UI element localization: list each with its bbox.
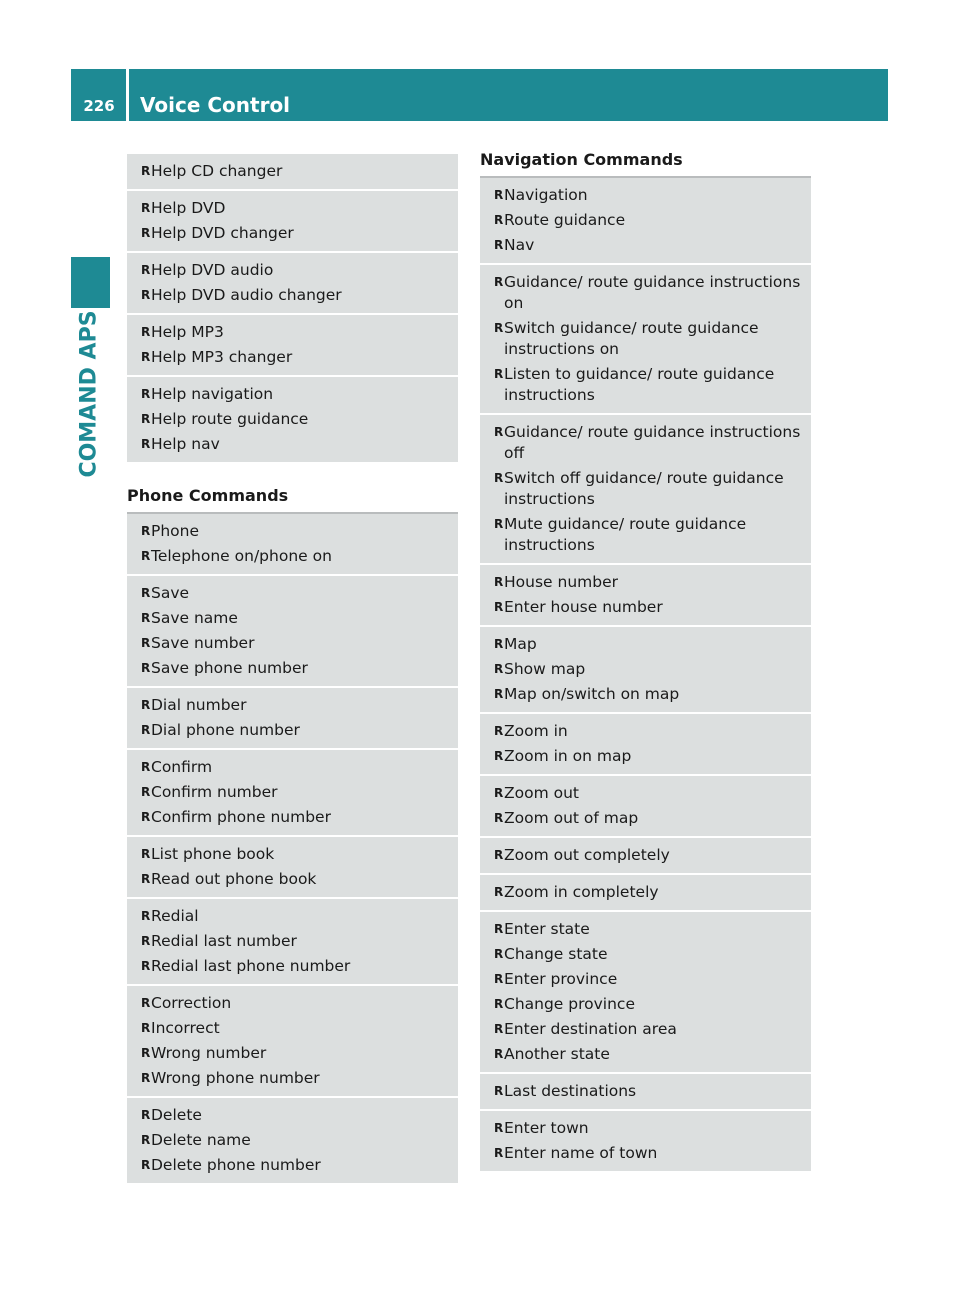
phone-commands-list xyxy=(127,514,458,1185)
command-item: R Help route guidance xyxy=(141,409,450,430)
command-item: R Enter town xyxy=(494,1118,803,1139)
command-item: R Delete name xyxy=(141,1130,450,1151)
command-item: R Zoom in completely xyxy=(494,882,803,903)
command-group xyxy=(480,627,811,714)
command-group xyxy=(127,688,458,750)
command-item: R Enter name of town xyxy=(494,1143,803,1164)
command-item: R Change state xyxy=(494,944,803,965)
command-group xyxy=(480,265,811,415)
command-group xyxy=(480,1111,811,1173)
command-item: R Redial last phone number xyxy=(141,956,450,977)
right-column xyxy=(480,150,811,1173)
command-item: R Help DVD xyxy=(141,198,450,219)
command-item: R Zoom out xyxy=(494,783,803,804)
command-item: R Wrong number xyxy=(141,1043,450,1064)
command-group xyxy=(127,576,458,688)
command-item: R Delete xyxy=(141,1105,450,1126)
command-item: R Help DVD audio changer xyxy=(141,285,450,306)
left-column xyxy=(127,154,458,1185)
command-item: R Save xyxy=(141,583,450,604)
command-item: R Confirm number xyxy=(141,782,450,803)
command-item: R Switch guidance/ route guidance instructions on xyxy=(494,318,803,360)
command-group xyxy=(480,178,811,265)
command-group xyxy=(480,838,811,875)
side-tab-label: COMAND APS xyxy=(76,310,102,478)
command-item: R Confirm phone number xyxy=(141,807,450,828)
command-item: R Help MP3 changer xyxy=(141,347,450,368)
command-item: R Phone xyxy=(141,521,450,542)
command-item: R Listen to guidance/ route guidance instructions xyxy=(494,364,803,406)
command-item: R Show map xyxy=(494,659,803,680)
command-item: R Map xyxy=(494,634,803,655)
command-item: R Enter province xyxy=(494,969,803,990)
command-group xyxy=(127,837,458,899)
command-item: R Zoom out completely xyxy=(494,845,803,866)
command-item: R Navigation xyxy=(494,185,803,206)
command-item: R Incorrect xyxy=(141,1018,450,1039)
command-group xyxy=(127,899,458,986)
command-item: R Wrong phone number xyxy=(141,1068,450,1089)
page-number: 226 xyxy=(83,97,115,115)
command-item: R Guidance/ route guidance instructions off xyxy=(494,422,803,464)
command-item: R Delete phone number xyxy=(141,1155,450,1176)
command-item: R Zoom in xyxy=(494,721,803,742)
command-item: R Guidance/ route guidance instructions on xyxy=(494,272,803,314)
command-item: R Change province xyxy=(494,994,803,1015)
command-group xyxy=(480,776,811,838)
command-group xyxy=(480,565,811,627)
command-item: R Save number xyxy=(141,633,450,654)
command-item: R Dial phone number xyxy=(141,720,450,741)
command-item: R Correction xyxy=(141,993,450,1014)
navigation-commands-list xyxy=(480,178,811,1173)
command-item: R Redial xyxy=(141,906,450,927)
command-item: R Help navigation xyxy=(141,384,450,405)
command-item: R Help MP3 xyxy=(141,322,450,343)
command-group xyxy=(480,714,811,776)
navigation-commands-heading: Navigation Commands xyxy=(480,150,811,178)
command-group xyxy=(480,912,811,1074)
command-item: R Telephone on/phone on xyxy=(141,546,450,567)
command-item: R Switch off guidance/ route guidance instructions xyxy=(494,468,803,510)
command-group xyxy=(127,1098,458,1185)
command-item: R Nav xyxy=(494,235,803,256)
command-item: R Dial number xyxy=(141,695,450,716)
command-group xyxy=(480,875,811,912)
command-item: R Confirm xyxy=(141,757,450,778)
command-item: R Save phone number xyxy=(141,658,450,679)
command-item: R List phone book xyxy=(141,844,450,865)
command-item: R Redial last number xyxy=(141,931,450,952)
command-item: R Last destinations xyxy=(494,1081,803,1102)
command-group xyxy=(127,377,458,464)
command-item: R Enter state xyxy=(494,919,803,940)
command-group xyxy=(127,191,458,253)
command-group xyxy=(480,415,811,565)
command-item: R Help DVD changer xyxy=(141,223,450,244)
command-item: R Read out phone book xyxy=(141,869,450,890)
command-item: R Save name xyxy=(141,608,450,629)
command-group xyxy=(127,154,458,191)
command-item: R Another state xyxy=(494,1044,803,1065)
side-tab-marker xyxy=(71,257,110,308)
header-divider xyxy=(126,69,129,121)
command-item: R Help CD changer xyxy=(141,161,450,182)
command-item: R Map on/switch on map xyxy=(494,684,803,705)
command-item: R Help nav xyxy=(141,434,450,455)
command-item: R Help DVD audio xyxy=(141,260,450,281)
command-item: R Enter destination area xyxy=(494,1019,803,1040)
command-group xyxy=(127,514,458,576)
help-commands-list xyxy=(127,154,458,464)
command-group xyxy=(127,253,458,315)
command-group xyxy=(127,986,458,1098)
phone-commands-heading: Phone Commands xyxy=(127,486,458,514)
command-group xyxy=(127,750,458,837)
command-group xyxy=(127,315,458,377)
command-item: R Enter house number xyxy=(494,597,803,618)
command-item: R Zoom out of map xyxy=(494,808,803,829)
command-item: R Zoom in on map xyxy=(494,746,803,767)
command-item: R House number xyxy=(494,572,803,593)
chapter-title: Voice Control xyxy=(140,93,291,117)
command-item: R Route guidance xyxy=(494,210,803,231)
command-item: R Mute guidance/ route guidance instructions xyxy=(494,514,803,556)
command-group xyxy=(480,1074,811,1111)
